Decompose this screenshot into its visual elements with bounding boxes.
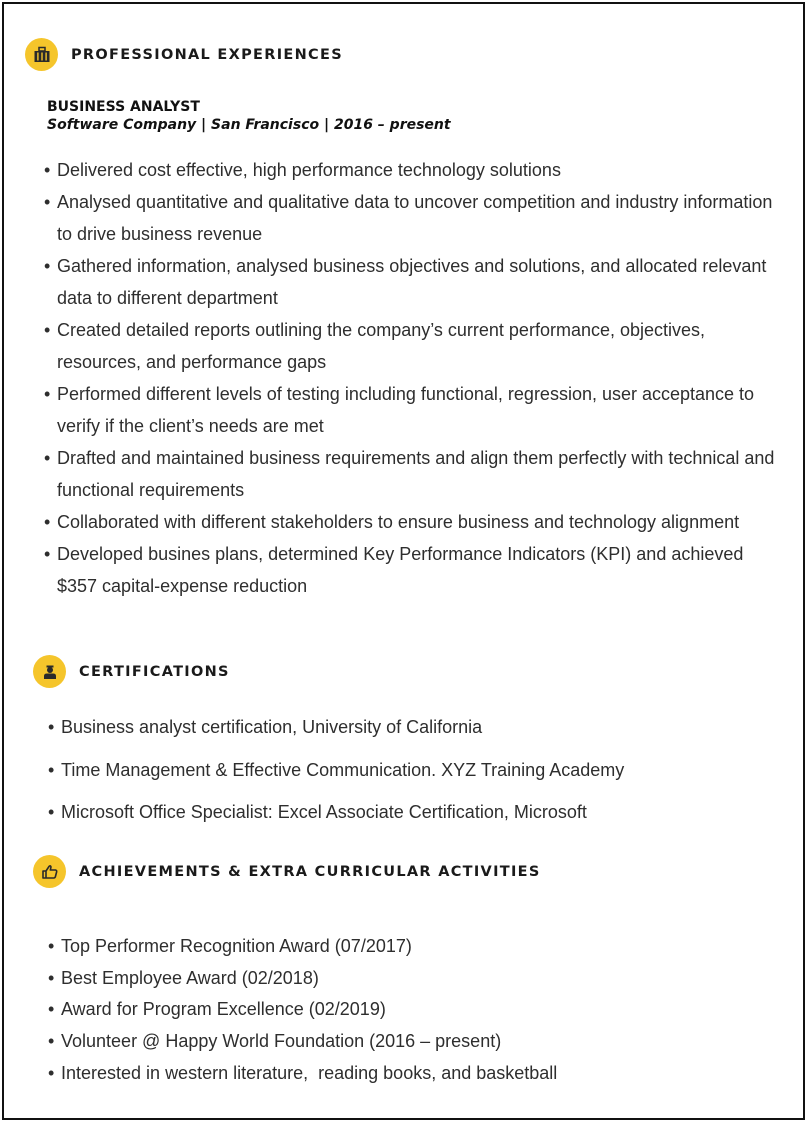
list-item <box>48 1058 748 1090</box>
bullet: • <box>48 717 55 737</box>
job-subtitle: Software Company | San Francisco | 2016 – present <box>47 117 451 133</box>
list-item <box>48 1026 748 1058</box>
list-item-text: Gathered information, analysed business objectives and solutions, and allocated relevant data to different department <box>57 256 767 308</box>
list-item <box>48 755 748 785</box>
bullet: • <box>44 320 51 340</box>
list-item <box>44 186 784 250</box>
list-item <box>48 994 748 1026</box>
list-item-text: Collaborated with different stakeholders to ensure business and technology alignment <box>57 512 740 532</box>
list-item <box>44 154 784 186</box>
bullet: • <box>48 999 55 1020</box>
list-item-text: Developed busines plans, determined Key Performance Indicators (KPI) and achieved $357 capital-expense reduction <box>57 544 744 596</box>
list-item-text: Volunteer @ Happy World Foundation (2016 – present) <box>61 1031 502 1052</box>
resume-page <box>2 2 805 1120</box>
thumbs-up-icon <box>33 855 66 888</box>
list-item-text: Drafted and maintained business requirements and align them perfectly with technical and functional requirements <box>57 448 775 500</box>
list-item-text: Top Performer Recognition Award (07/2017) <box>61 936 412 956</box>
list-item <box>48 963 748 995</box>
bullet: • <box>48 936 55 956</box>
list-item-text: Award for Program Excellence (02/2019) <box>61 999 386 1020</box>
briefcase-icon <box>25 38 58 71</box>
job-title: BUSINESS ANALYST <box>47 99 200 115</box>
achievements-section-header <box>33 855 541 888</box>
achievements-section-title: ACHIEVEMENTS & EXTRA CURRICULAR ACTIVITIES <box>79 863 541 880</box>
bullet: • <box>44 256 51 276</box>
experience-section-title: PROFESSIONAL EXPERIENCES <box>71 46 343 63</box>
bullet: • <box>44 384 51 404</box>
list-item <box>48 712 748 742</box>
graduate-icon <box>33 655 66 688</box>
list-item-text: Microsoft Office Specialist: Excel Associate Certification, Microsoft <box>61 802 587 822</box>
bullet: • <box>48 1031 55 1052</box>
list-item <box>44 250 784 314</box>
list-item <box>44 378 784 442</box>
bullet: • <box>48 1062 55 1083</box>
experience-section-header <box>25 38 343 71</box>
list-item-text: Performed different levels of testing including functional, regression, user acceptance to verify if the client’s needs are met <box>57 384 755 436</box>
list-item <box>44 538 784 602</box>
achievements-list <box>48 931 748 1090</box>
certifications-list <box>48 712 748 840</box>
certifications-section-title: CERTIFICATIONS <box>79 663 230 680</box>
list-item-text: Interested in western literature, reading books, and basketball <box>61 1062 558 1083</box>
experience-bullet-list <box>44 154 784 602</box>
list-item-text: Analysed quantitative and qualitative data to uncover competition and industry information to drive business revenue <box>57 192 773 244</box>
list-item <box>44 314 784 378</box>
bullet: • <box>48 759 55 780</box>
bullet: • <box>48 802 55 822</box>
bullet: • <box>48 967 55 988</box>
list-item <box>48 931 748 963</box>
bullet: • <box>44 544 51 564</box>
bullet: • <box>44 192 51 212</box>
bullet: • <box>44 448 51 468</box>
list-item-text: Business analyst certification, University of California <box>61 717 483 737</box>
bullet: • <box>44 160 51 180</box>
list-item <box>44 442 784 506</box>
list-item-text: Best Employee Award (02/2018) <box>61 967 319 988</box>
certifications-section-header <box>33 655 230 688</box>
list-item <box>48 797 748 827</box>
list-item-text: Created detailed reports outlining the company’s current performance, objectives, resources, and performance gaps <box>57 320 706 372</box>
list-item-text: Delivered cost effective, high performance technology solutions <box>57 160 561 180</box>
list-item-text: Time Management & Effective Communication. XYZ Training Academy <box>61 759 625 780</box>
list-item <box>44 506 784 538</box>
bullet: • <box>44 512 51 532</box>
